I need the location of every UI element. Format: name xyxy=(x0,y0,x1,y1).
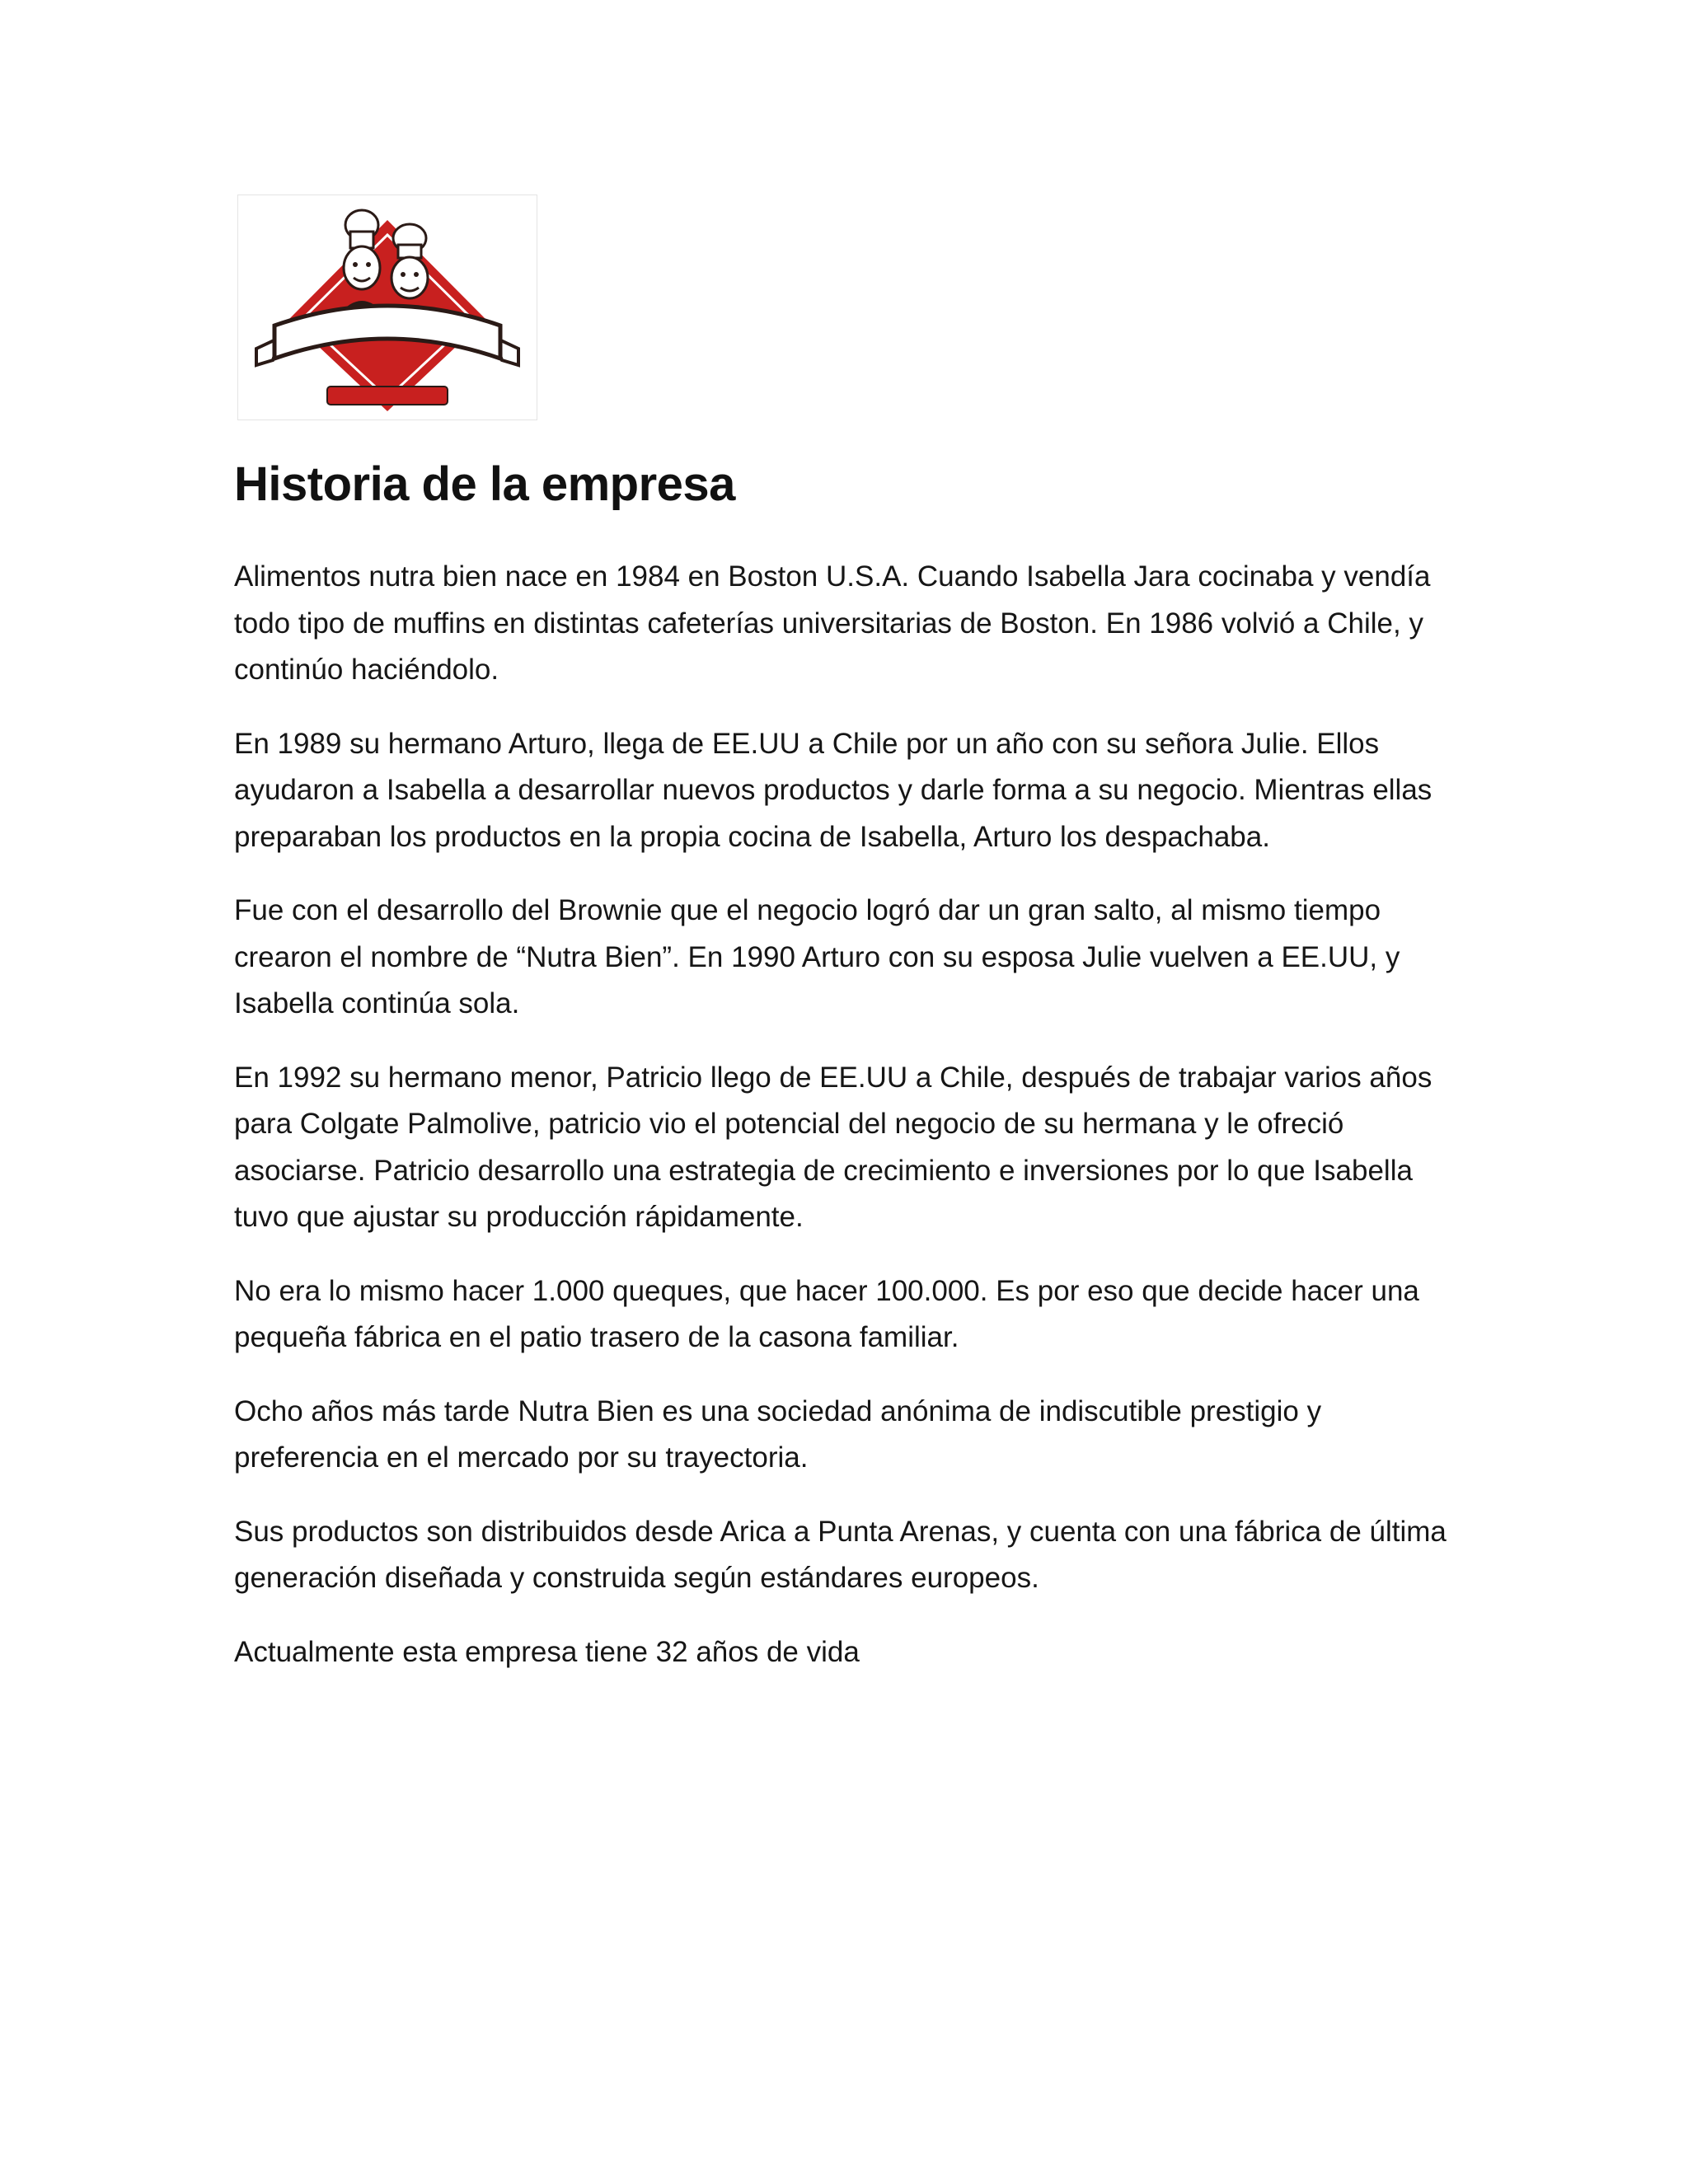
paragraph-patricio: En 1992 su hermano menor, Patricio llego de EE.UU a Chile, después de trabajar varios años para Colgate Palmolive, patricio vio el potencial del negocio de su hermana y le ofreció asociarse. Patricio desarrollo una estrategia de crecimiento e inversiones por lo que Isabella tuvo que ajustar su producción rápidamente. xyxy=(234,1061,1432,1233)
document-content xyxy=(234,452,1470,1703)
paragraph-origen: Alimentos nutra bien nace en 1984 en Boston U.S.A. Cuando Isabella Jara cocinaba y vendía todo tipo de muffins en distintas cafeterías universitarias de Boston. En 1986 volvió a Chile, y continúo haciéndolo. xyxy=(234,560,1431,686)
paragraph-sociedad: Ocho años más tarde Nutra Bien es una sociedad anónima de indiscutible prestigio y preferencia en el mercado por su trayectoria. xyxy=(234,1394,1322,1474)
paragraph-actualidad: Actualmente esta empresa tiene 32 años de vida xyxy=(234,1635,860,1668)
nutra-bien-logo xyxy=(237,194,537,420)
paragraph-distribucion: Sus productos son distribuidos desde Arica a Punta Arenas, y cuenta con una fábrica de última generación diseñada y construida según estándares europeos. xyxy=(234,1515,1447,1594)
paragraph-arturo: En 1989 su hermano Arturo, llega de EE.UU a Chile por un año con su señora Julie. Ellos ayudaron a Isabella a desarrollar nuevos productos y darle forma a su negocio. Mientras ellas preparaban los productos en la propia cocina de Isabella, Arturo los despachaba. xyxy=(234,727,1432,853)
paragraph-fabrica: No era lo mismo hacer 1.000 queques, que hacer 100.000. Es por eso que decide hacer una pequeña fábrica en el patio trasero de la casona familiar. xyxy=(234,1274,1419,1353)
document-title: Historia de la empresa xyxy=(234,457,735,511)
paragraph-brownie: Fue con el desarrollo del Brownie que el negocio logró dar un gran salto, al mismo tiempo crearon el nombre de “Nutra Bien”. En 1990 Arturo con su esposa Julie vuelven a EE.UU, y Isabella continúa sola. xyxy=(234,894,1400,1019)
nutra-bien-chef-logo-icon xyxy=(238,195,537,419)
